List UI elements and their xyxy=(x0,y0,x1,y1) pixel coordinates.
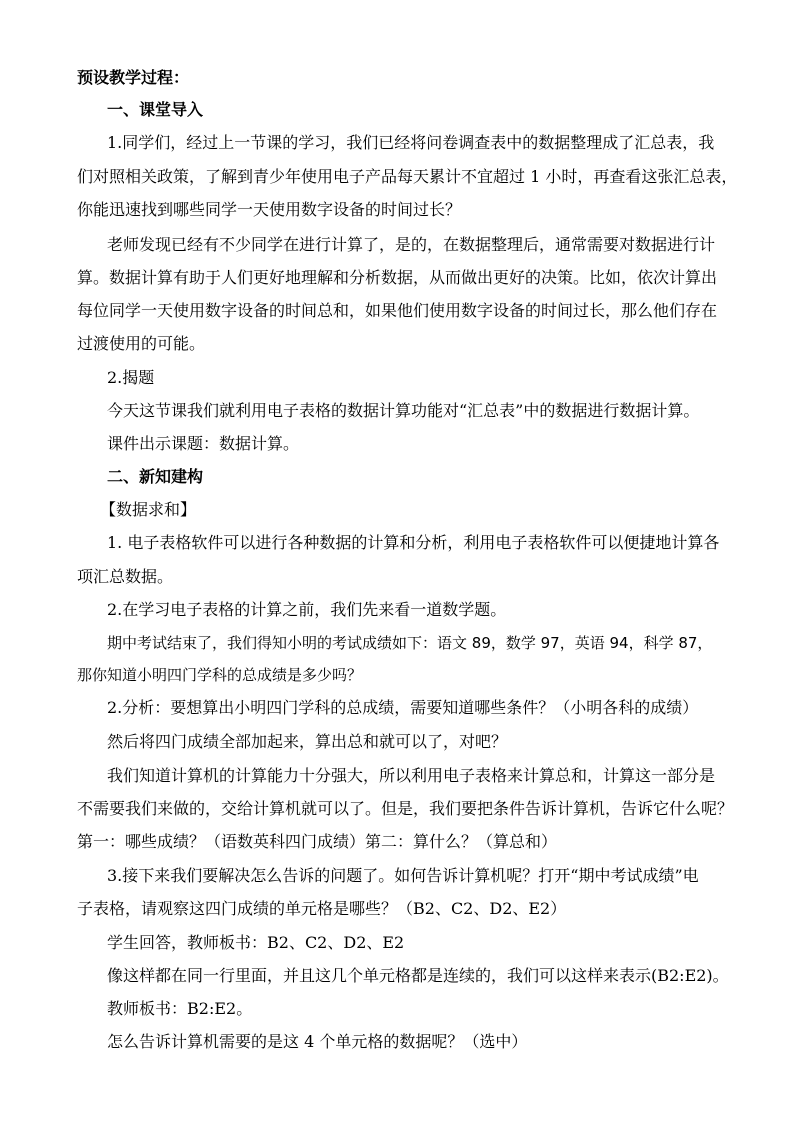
paragraph-line: 然后将四门成绩全部加起来，算出总和就可以了，对吧？ xyxy=(107,732,508,751)
paragraph-line: 1.同学们，经过上一节课的学习，我们已经将问卷调查表中的数据整理成了汇总表，我 xyxy=(107,133,715,152)
paragraph-line: 2.在学习电子表格的计算之前，我们先来看一道数学题。 xyxy=(107,600,507,619)
paragraph-line: 第一：哪些成绩？（语数英科四门成绩）第二：算什么？（算总和） xyxy=(77,832,558,851)
paragraph-line: 学生回答，教师板书：B2、C2、D2、E2 xyxy=(107,933,405,952)
paragraph-line: 不需要我们来做的，交给计算机就可以了。但是，我们要把条件告诉计算机，告诉它什么呢？ xyxy=(77,799,734,818)
subsection-heading: 【数据求和】 xyxy=(100,500,197,519)
paragraph-line: 我们知道计算机的计算能力十分强大，所以利用电子表格来计算总和，计算这一部分是 xyxy=(107,766,716,785)
math-problem-line: 那你知道小明四门学科的总成绩是多少吗？ xyxy=(77,666,363,684)
paragraph-line: 3.接下来我们要解决怎么告诉的问题了。如何告诉计算机呢？打开“期中考试成绩”电 xyxy=(107,866,699,885)
section-heading-new-knowledge: 二、新知建构 xyxy=(107,467,204,486)
paragraph-line: 2.揭题 xyxy=(107,368,155,387)
paragraph-line: 算。数据计算有助于人们更好地理解和分析数据，从而做出更好的决策。比如，依次计算出 xyxy=(77,268,718,287)
section-heading-intro: 一、课堂导入 xyxy=(107,100,204,119)
paragraph-line: 项汇总数据。 xyxy=(77,567,174,586)
paragraph-line: 课件出示课题：数据计算。 xyxy=(107,434,300,453)
math-problem-line: 期中考试结束了，我们得知小明的考试成绩如下：语文 89，数学 97，英语 94，科学 87， xyxy=(107,634,713,652)
paragraph-line: 2.分析：要想算出小明四门学科的总成绩，需要知道哪些条件？（小明各科的成绩） xyxy=(107,698,699,717)
paragraph-line: 怎么告诉计算机需要的是这 4 个单元格的数据呢？（选中） xyxy=(107,1032,528,1051)
paragraph-line: 你能迅速找到哪些同学一天使用数字设备的时间过长？ xyxy=(77,200,462,219)
paragraph-line: 1. 电子表格软件可以进行各种数据的计算和分析，利用电子表格软件可以便捷地计算各 xyxy=(107,533,720,552)
paragraph-line: 教师板书：B2:E2。 xyxy=(107,999,253,1018)
paragraph-line: 每位同学一天使用数字设备的时间总和，如果他们使用数字设备的时间过长，那么他们存在 xyxy=(77,301,718,320)
paragraph-line: 老师发现已经有不少同学在进行计算了，是的，在数据整理后，通常需要对数据进行计 xyxy=(107,235,716,254)
paragraph-line: 过渡使用的可能。 xyxy=(77,334,206,353)
paragraph-line: 子表格，请观察这四门成绩的单元格是哪些？（B2、C2、D2、E2） xyxy=(77,899,567,918)
paragraph-line: 今天这节课我们就利用电子表格的数据计算功能对“汇总表”中的数据进行数据计算。 xyxy=(107,401,700,420)
paragraph-line: 们对照相关政策，了解到青少年使用电子产品每天累计不宜超过 1 小时，再查看这张汇总表， xyxy=(77,167,738,186)
document-title: 预设教学过程： xyxy=(77,68,190,87)
paragraph-line: 像这样都在同一行里面，并且这几个单元格都是连续的，我们可以这样来表示(B2:E2)。 xyxy=(107,966,729,985)
